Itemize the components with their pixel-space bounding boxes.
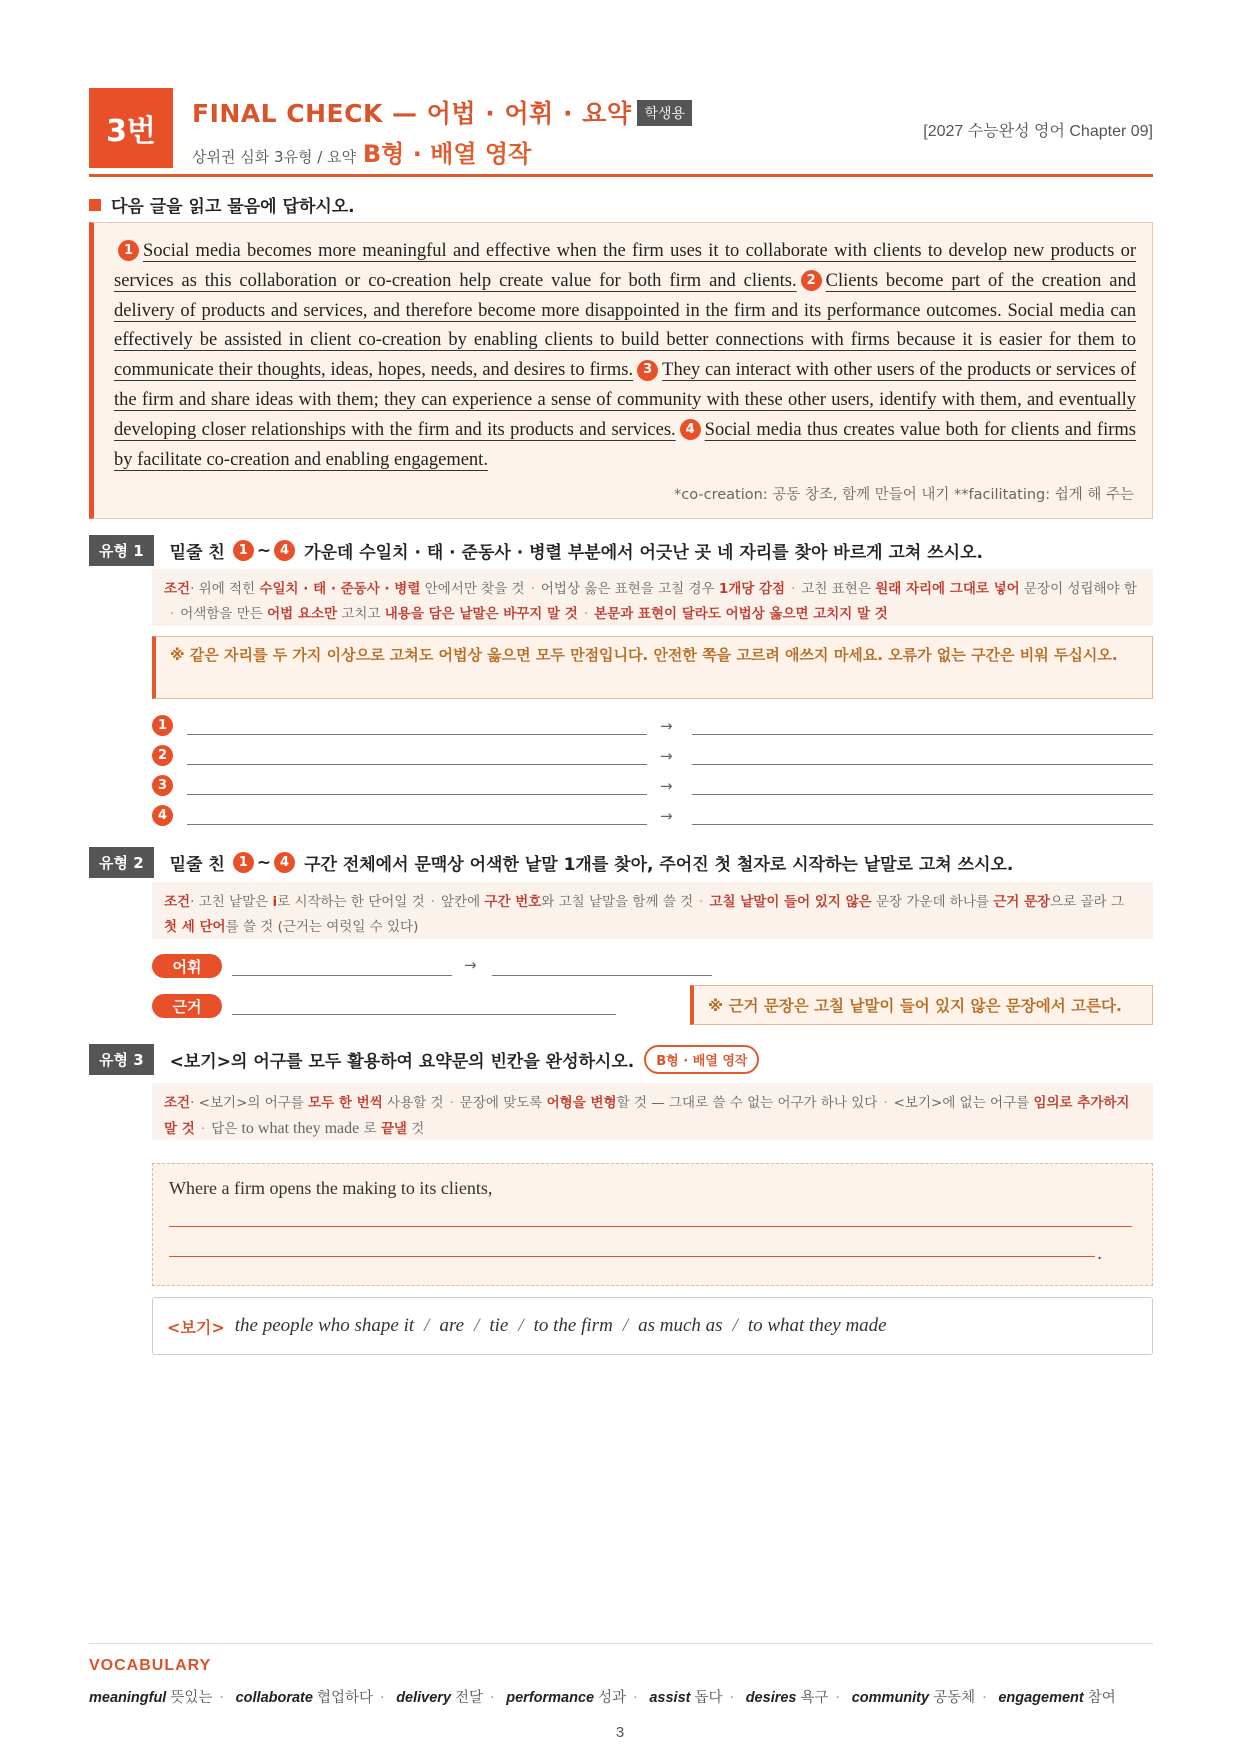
vocab-meaning: 전달 xyxy=(455,1690,484,1706)
vocab-term: performance xyxy=(506,1690,595,1706)
cond-text: 안에서만 찾을 것 xyxy=(420,581,525,597)
bogi-sep: / xyxy=(474,1315,480,1336)
vocab-term: engagement xyxy=(998,1690,1084,1706)
cond-text: 것 xyxy=(406,1121,425,1137)
cond-text: · 위에 적힌 xyxy=(190,581,260,597)
cond-sep: · xyxy=(200,1121,206,1137)
answer-wrong-input[interactable] xyxy=(187,824,647,825)
answer-correct-input[interactable] xyxy=(692,734,1153,735)
cond-text: · 고친 낱말은 xyxy=(190,894,273,910)
circle-4-icon: 4 xyxy=(274,852,295,873)
passage-footnote: *co-creation: 공동 창조, 함께 만들어 내기 **facilitating: 쉽게 해 주는 xyxy=(674,487,1134,503)
segment-4: Social media thus creates value both for clients and firms by facilitate co-creation and enabling engagement. xyxy=(114,419,1136,470)
summary-blank-line-2[interactable] xyxy=(169,1256,1095,1257)
cond-text: 어색함을 만든 xyxy=(180,606,268,622)
page-title xyxy=(192,94,692,130)
vocab-meaning: 성과 xyxy=(598,1690,627,1706)
cond-text: 로 xyxy=(359,1121,381,1137)
cond-emph: 내용을 담은 낱말은 바꾸지 말 것 xyxy=(384,606,578,622)
vocab-title: VOCABULARY xyxy=(89,1657,212,1674)
vocab-divider xyxy=(89,1643,1153,1644)
vocab-sep: · xyxy=(219,1690,224,1706)
source-reference: [2027 수능완성 영어 Chapter 09] xyxy=(923,123,1153,140)
cond-text: 와 고칠 낱말을 함께 쓸 것 xyxy=(541,894,694,910)
cond-label: 조건 xyxy=(164,894,191,910)
passage-text xyxy=(114,237,1136,475)
type2-question xyxy=(170,850,1014,875)
type2-note: ※ 근거 문장은 고칠 낱말이 들어 있지 않은 문장에서 고른다. xyxy=(690,985,1153,1025)
bogi-sep: / xyxy=(518,1315,524,1336)
vocab-term: desires xyxy=(745,1690,797,1706)
page-title-text: FINAL CHECK — 어법 · 어휘 · 요약 xyxy=(192,99,632,128)
page-header xyxy=(89,88,1153,178)
cond-text: · <보기>의 어구를 xyxy=(190,1095,309,1111)
vocab-sep: · xyxy=(633,1690,638,1706)
vocab-sep: · xyxy=(490,1690,495,1706)
arrow-icon: → xyxy=(464,956,477,974)
basis-label: 근거 xyxy=(152,994,222,1018)
type3-badge: 유형 3 xyxy=(89,1044,154,1075)
answer-row-4 xyxy=(152,804,1153,828)
cond-sep: · xyxy=(791,581,796,597)
answer-correct-input[interactable] xyxy=(692,824,1153,825)
vocab-meaning: 공동체 xyxy=(933,1690,976,1706)
cond-sep: · xyxy=(170,606,175,622)
cond-emph: 1개당 감점 xyxy=(718,581,786,597)
type1-tilde: ~ xyxy=(256,540,272,561)
vocab-meaning: 뜻있는 xyxy=(170,1690,213,1706)
type2-conditions xyxy=(152,882,1153,939)
cond-text: 고친 표현은 xyxy=(801,581,876,597)
instruction-text: 다음 글을 읽고 물음에 답하시오. xyxy=(111,197,355,217)
cond-sep: · xyxy=(583,606,589,622)
summary-period: . xyxy=(1097,1244,1103,1263)
summary-lead: Where a firm opens the making to its clients, xyxy=(169,1178,493,1198)
circle-4-icon: 4 xyxy=(274,540,295,561)
vocab-term: delivery xyxy=(396,1690,452,1706)
circle-1-icon: 1 xyxy=(233,852,254,873)
passage-box xyxy=(89,222,1153,519)
type1-header xyxy=(89,535,983,566)
type1-pre: 밑줄 친 xyxy=(169,543,225,563)
cond-text: 고치고 xyxy=(337,606,385,622)
cond-answer-end: to what they made xyxy=(241,1120,360,1137)
circle-4-icon: 4 xyxy=(152,805,173,826)
cond-emph: 첫 세 단어 xyxy=(164,919,226,935)
segment-3: They can interact with other users of the products or services of the firm and share ideas with them; they can experience a sense of community with these other users, identify with them, and eventually developing closer relationships with the firm and its products and services. xyxy=(114,360,1136,440)
cond-emph: 수일치 · 태 · 준동사 · 병렬 xyxy=(259,581,421,597)
bogi-item: to the firm xyxy=(533,1315,613,1336)
cond-emph: 구간 번호 xyxy=(484,894,542,910)
cond-sep: · xyxy=(530,581,535,597)
cond-text: <보기>에 없는 어구를 xyxy=(893,1095,1034,1111)
type1-badge: 유형 1 xyxy=(89,535,154,566)
bogi-box xyxy=(152,1297,1153,1355)
cond-emph: i xyxy=(272,894,278,910)
vocab-term: collaborate xyxy=(235,1690,313,1706)
circle-1-icon: 1 xyxy=(233,540,254,561)
segment-2: Clients become part of the creation and delivery of products and services, and therefore become more disappointed in the firm and its performance outcomes. Social media can effectively be assisted in client co-creation by enabling clients to build better connections with firms because it is easier for them to communicate their thoughts, ideas, hopes, needs, and desires to firms. xyxy=(114,270,1136,381)
type1-conditions xyxy=(152,569,1153,626)
vocab-term: community xyxy=(851,1690,930,1706)
type1-note: ※ 같은 자리를 두 가지 이상으로 고쳐도 어법상 옳으면 모두 만점입니다. 안전한 쪽을 고르려 애쓰지 마세요. 오류가 없는 구간은 비워 두십시오. xyxy=(152,636,1153,699)
answer-row-2 xyxy=(152,744,1153,768)
cond-sep: · xyxy=(699,894,704,910)
circle-3-icon: 3 xyxy=(152,775,173,796)
vocab-correct-input[interactable] xyxy=(492,975,712,976)
bogi-label: <보기> xyxy=(167,1317,225,1337)
vocab-meaning: 욕구 xyxy=(800,1690,829,1706)
circle-2-icon: 2 xyxy=(152,745,173,766)
vocab-sep: · xyxy=(379,1690,385,1706)
circle-1-icon: 1 xyxy=(152,715,173,736)
subtitle-small: 상위권 심화 3유형 / 요약 xyxy=(192,148,357,166)
vocab-sep: · xyxy=(729,1690,735,1706)
cond-text: 문장 가운데 하나를 xyxy=(871,894,994,910)
vocab-meaning: 협업하다 xyxy=(316,1690,373,1706)
cond-emph: 어형을 변형 xyxy=(546,1095,617,1111)
subtitle-big: B형 · 배열 영작 xyxy=(362,140,532,168)
cond-text: 문장에 맞도록 xyxy=(459,1095,547,1111)
cond-text: 로 시작하는 한 단어일 것 xyxy=(277,894,425,910)
vocab-meaning: 돕다 xyxy=(694,1690,723,1706)
vocab-sep: · xyxy=(982,1690,987,1706)
answer-wrong-input[interactable] xyxy=(187,794,647,795)
answer-row-1 xyxy=(152,714,1153,738)
summary-box xyxy=(152,1163,1153,1286)
cond-emph: 임의로 추가하지 말 것 xyxy=(164,1095,1130,1137)
cond-sep: · xyxy=(430,894,435,910)
cond-text: 으로 골라 그 xyxy=(1050,894,1124,910)
cond-emph: 본문과 표현이 달라도 어법상 옳으면 고치지 말 것 xyxy=(594,606,888,622)
cond-emph: 원래 자리에 그대로 넣어 xyxy=(875,581,1020,597)
vocab-term: assist xyxy=(649,1690,691,1706)
answer-row-3 xyxy=(152,774,1153,798)
student-tag: 학생용 xyxy=(637,100,692,126)
type3-conditions xyxy=(152,1083,1153,1140)
bogi-item: as much as xyxy=(638,1315,723,1336)
cond-text: 어법상 옳은 표현을 고칠 경우 xyxy=(540,581,719,597)
segment-number-1-icon: 1 xyxy=(118,240,139,261)
header-divider xyxy=(89,174,1153,177)
bogi-item: to what they made xyxy=(747,1315,887,1336)
bogi-item: are xyxy=(439,1315,465,1336)
summary-blank-line-1[interactable] xyxy=(169,1226,1132,1227)
bogi-item: tie xyxy=(489,1315,509,1336)
answer-correct-input[interactable] xyxy=(692,794,1153,795)
page-subtitle xyxy=(192,134,531,169)
bogi-sep: / xyxy=(424,1315,430,1336)
arrow-icon: → xyxy=(660,777,673,795)
answer-correct-input[interactable] xyxy=(692,764,1153,765)
type2-pre: 밑줄 친 xyxy=(169,855,225,875)
type1-question xyxy=(170,538,983,563)
cond-emph: 고칠 낱말이 들어 있지 않은 xyxy=(709,894,872,910)
basis-input[interactable] xyxy=(232,1014,616,1015)
type2-badge: 유형 2 xyxy=(89,847,154,878)
vocab-meaning: 참여 xyxy=(1087,1690,1116,1706)
vocab-list xyxy=(89,1686,1153,1707)
square-bullet-icon xyxy=(89,199,101,211)
cond-text: 문장이 성립해야 함 xyxy=(1019,581,1137,597)
bogi-sep: / xyxy=(732,1315,738,1336)
bogi-sep: / xyxy=(622,1315,629,1336)
vocab-wrong-input[interactable] xyxy=(232,975,452,976)
cond-emph: 어법 요소만 xyxy=(267,606,338,622)
page-number: 3 xyxy=(615,1724,625,1741)
cond-text: 를 쓸 것 (근거는 여럿일 수 있다) xyxy=(225,919,419,935)
type2-post: 구간 전체에서 문맥상 어색한 낱말 1개를 찾아, 주어진 첫 철자로 시작하는 낱말로 고쳐 쓰시오. xyxy=(304,855,1014,875)
instruction xyxy=(89,192,355,217)
segment-1: Social media becomes more meaningful and effective when the firm uses it to collaborate with clients to develop new products or services as this collaboration or co-creation help create value for both firm and clients. xyxy=(114,241,1136,291)
question-number-badge: 3번 xyxy=(89,88,173,168)
segment-number-2-icon: 2 xyxy=(801,270,822,291)
cond-emph: 근거 문장 xyxy=(993,894,1051,910)
type1-post: 가운데 수일치 · 태 · 준동사 · 병렬 부분에서 어긋난 곳 네 자리를 찾아 바르게 고쳐 쓰시오. xyxy=(304,543,983,563)
segment-number-4-icon: 4 xyxy=(680,419,701,440)
cond-text: 답은 xyxy=(211,1121,242,1137)
cond-sep: · xyxy=(449,1095,454,1111)
type2-header xyxy=(89,847,1013,878)
cond-text: 할 것 — 그대로 쓸 수 없는 어구가 하나 있다 xyxy=(616,1095,878,1111)
vocab-term: meaningful xyxy=(89,1690,167,1706)
cond-text: 앞칸에 xyxy=(440,894,485,910)
type3-header xyxy=(89,1044,759,1075)
answer-wrong-input[interactable] xyxy=(187,764,647,765)
cond-sep: · xyxy=(883,1095,888,1111)
cond-emph: 모두 한 번씩 xyxy=(308,1095,383,1111)
bogi-item: the people who shape it xyxy=(234,1315,415,1336)
cond-label: 조건 xyxy=(164,1095,191,1111)
type2-tilde: ~ xyxy=(256,852,272,873)
arrow-icon: → xyxy=(660,747,673,765)
type3-text: <보기>의 어구를 모두 활용하여 요약문의 빈칸을 완성하시오. xyxy=(169,1052,635,1072)
type3-question xyxy=(170,1045,760,1074)
segment-number-3-icon: 3 xyxy=(637,360,658,381)
type3-tag: B형 · 배열 영작 xyxy=(644,1045,759,1074)
answer-wrong-input[interactable] xyxy=(187,734,647,735)
vocab-sep: · xyxy=(835,1690,841,1706)
arrow-icon: → xyxy=(660,717,673,735)
arrow-icon: → xyxy=(660,807,673,825)
vocab-label: 어휘 xyxy=(152,954,222,978)
cond-label: 조건 xyxy=(164,581,191,597)
cond-emph: 끝낼 xyxy=(380,1121,407,1137)
cond-text: 사용할 것 xyxy=(382,1095,444,1111)
